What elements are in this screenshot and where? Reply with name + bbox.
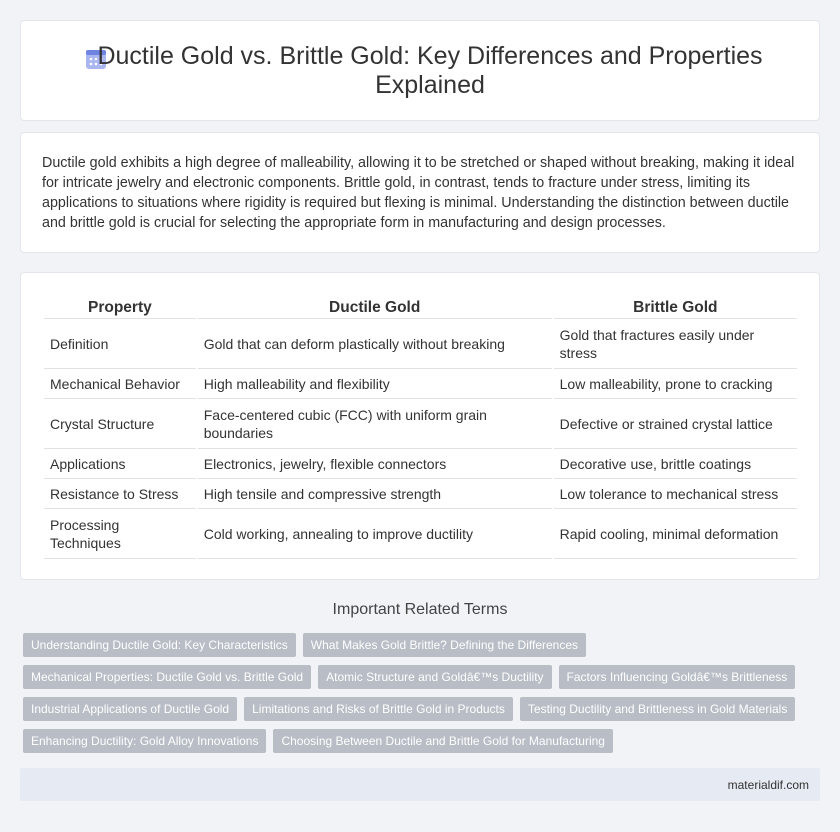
- cell-ductile: Face-centered cubic (FCC) with uniform grain boundaries: [198, 399, 552, 449]
- cell-brittle: Low tolerance to mechanical stress: [554, 479, 797, 509]
- comparison-table-card: [20, 272, 820, 580]
- tag-row: [23, 633, 803, 657]
- cell-ductile: High malleability and flexibility: [198, 369, 552, 399]
- cell-property: Mechanical Behavior: [44, 369, 196, 399]
- cell-brittle: Defective or strained crystal lattice: [554, 399, 797, 449]
- footer: [20, 768, 820, 801]
- table-row: [44, 319, 797, 369]
- header-property: Property: [44, 297, 196, 319]
- related-terms-list: [23, 633, 803, 761]
- header-ductile-gold: Ductile Gold: [198, 297, 552, 319]
- cell-ductile: Electronics, jewelry, flexible connectors: [198, 449, 552, 479]
- table-row: [44, 509, 797, 559]
- intro-paragraph: Ductile gold exhibits a high degree of malleability, allowing it to be stretched or shaped without breaking, making it ideal for intricate jewelry and electronic components. Brittle gold, in contrast, tends to fracture under stress, limiting its applications to situations where rigidity is required but flexing is minimal. Understanding the distinction between ductile and brittle gold is crucial for selecting the appropriate form in manufacturing and design processes.: [42, 155, 795, 231]
- related-term-tag[interactable]: Testing Ductility and Brittleness in Gold Materials: [520, 697, 795, 721]
- footer-site-link[interactable]: materialdif.com: [727, 778, 809, 792]
- related-term-tag[interactable]: What Makes Gold Brittle? Defining the Differences: [303, 633, 586, 657]
- cell-ductile: High tensile and compressive strength: [198, 479, 552, 509]
- cell-property: Applications: [44, 449, 196, 479]
- related-term-tag[interactable]: Choosing Between Ductile and Brittle Gold for Manufacturing: [273, 729, 613, 753]
- header-brittle-gold: Brittle Gold: [554, 297, 797, 319]
- related-term-tag[interactable]: Understanding Ductile Gold: Key Characteristics: [23, 633, 296, 657]
- table-row: [44, 479, 797, 509]
- related-term-tag[interactable]: Factors Influencing Goldâ€™s Brittleness: [559, 665, 796, 689]
- related-term-tag[interactable]: Industrial Applications of Ductile Gold: [23, 697, 237, 721]
- header-card: [20, 20, 820, 121]
- cell-brittle: Low malleability, prone to cracking: [554, 369, 797, 399]
- cell-brittle: Rapid cooling, minimal deformation: [554, 509, 797, 559]
- cell-ductile: Cold working, annealing to improve ductility: [198, 509, 552, 559]
- tag-row: [23, 697, 803, 721]
- related-term-tag[interactable]: Atomic Structure and Goldâ€™s Ductility: [318, 665, 551, 689]
- cell-brittle: Gold that fractures easily under stress: [554, 319, 797, 369]
- comparison-table: [42, 297, 799, 559]
- table-row: [44, 449, 797, 479]
- table-header-row: [44, 297, 797, 319]
- table-row: [44, 399, 797, 449]
- cell-property: Processing Techniques: [44, 509, 196, 559]
- cell-property: Resistance to Stress: [44, 479, 196, 509]
- intro-card: [20, 132, 820, 253]
- tag-row: [23, 729, 803, 753]
- tag-row: [23, 665, 803, 689]
- related-term-tag[interactable]: Enhancing Ductility: Gold Alloy Innovations: [23, 729, 266, 753]
- cell-brittle: Decorative use, brittle coatings: [554, 449, 797, 479]
- related-term-tag[interactable]: Mechanical Properties: Ductile Gold vs. Brittle Gold: [23, 665, 311, 689]
- related-terms-title: Important Related Terms: [332, 601, 508, 618]
- related-term-tag[interactable]: Limitations and Risks of Brittle Gold in Products: [244, 697, 513, 721]
- page-title: Ductile Gold vs. Brittle Gold: Key Differences and Properties Explained: [97, 42, 763, 99]
- cell-ductile: Gold that can deform plastically without breaking: [198, 319, 552, 369]
- cell-property: Crystal Structure: [44, 399, 196, 449]
- table-row: [44, 369, 797, 399]
- cell-property: Definition: [44, 319, 196, 369]
